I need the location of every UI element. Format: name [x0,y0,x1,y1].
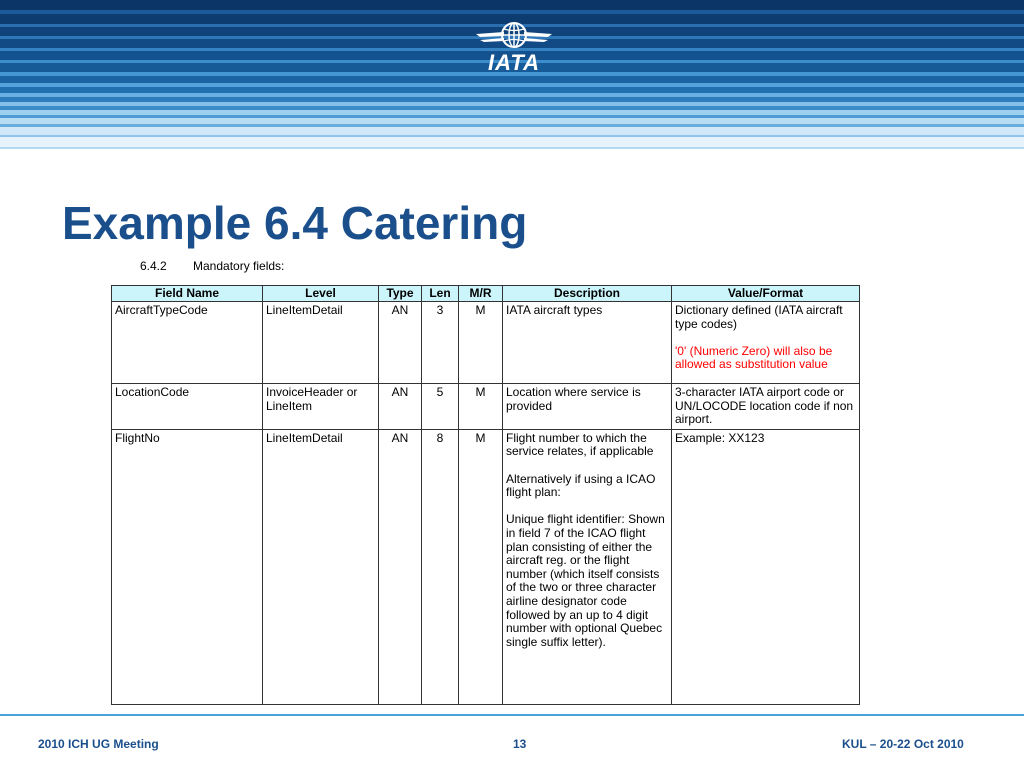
cell-mr: M [459,384,503,430]
page-title: Example 6.4 Catering [62,197,528,249]
description-text: Alternatively if using a ICAO flight plan: [506,471,656,500]
header-band [0,0,1024,152]
cell-field-name: AircraftTypeCode [112,302,263,384]
cell-level: LineItemDetail [263,429,379,704]
column-header: Type [379,286,422,302]
cell-value-format [672,429,860,704]
cell-type: AN [379,384,422,430]
footer-divider [0,714,1024,716]
table-header-row [112,286,860,302]
cell-len: 5 [422,384,459,430]
value-format-text: 3-character IATA airport code or UN/LOCODE location code if non airport. [675,385,854,427]
section-label: Mandatory fields: [193,259,285,273]
footer-page-number: 13 [513,737,527,751]
table-row [112,384,860,430]
description-text: Location where service is provided [506,385,641,413]
cell-field-name: LocationCode [112,384,263,430]
header-stripe [0,137,1024,147]
column-header: Level [263,286,379,302]
description-text: Flight number to which the service relates, if applicable [506,430,654,459]
iata-logo [474,20,554,76]
section-number: 6.4.2 [140,259,167,273]
footer-location-date: KUL – 20-22 Oct 2010 [842,737,964,751]
column-header: Description [503,286,672,302]
cell-mr: M [459,429,503,704]
cell-type: AN [379,429,422,704]
globe-wings-icon [474,20,554,54]
section-heading [140,259,284,273]
cell-level: InvoiceHeader or LineItem [263,384,379,430]
header-stripe [0,0,1024,10]
cell-description [503,384,672,430]
cell-len: 3 [422,302,459,384]
description-text: IATA aircraft types [506,303,603,317]
value-format-text: Dictionary defined (IATA aircraft type codes) [675,303,843,331]
table-row [112,302,860,384]
value-format-note: '0' (Numeric Zero) will also be allowed as substitution value [675,343,833,372]
description-text: Unique flight identifier: Shown in field 7 of the ICAO flight plan consisting of either the aircraft reg. or the flight number (which itself consists of the two or three character airline designator code followed by an up to 4 digit number with optional Quebec single suffix letter). [506,512,665,649]
column-header: M/R [459,286,503,302]
column-header: Len [422,286,459,302]
cell-mr: M [459,302,503,384]
table-row [112,429,860,704]
logo-text: IATA [487,50,541,75]
cell-len: 8 [422,429,459,704]
cell-level: LineItemDetail [263,302,379,384]
cell-field-name: FlightNo [112,429,263,704]
value-format-text: Example: XX123 [675,430,765,445]
column-header: Value/Format [672,286,860,302]
cell-description [503,429,672,704]
column-header: Field Name [112,286,263,302]
cell-description [503,302,672,384]
mandatory-fields-table [111,285,860,705]
cell-value-format [672,384,860,430]
header-stripe [0,76,1024,83]
header-stripe [0,127,1024,135]
cell-type: AN [379,302,422,384]
footer-meeting: 2010 ICH UG Meeting [38,737,159,751]
header-stripe [0,147,1024,149]
cell-value-format [672,302,860,384]
